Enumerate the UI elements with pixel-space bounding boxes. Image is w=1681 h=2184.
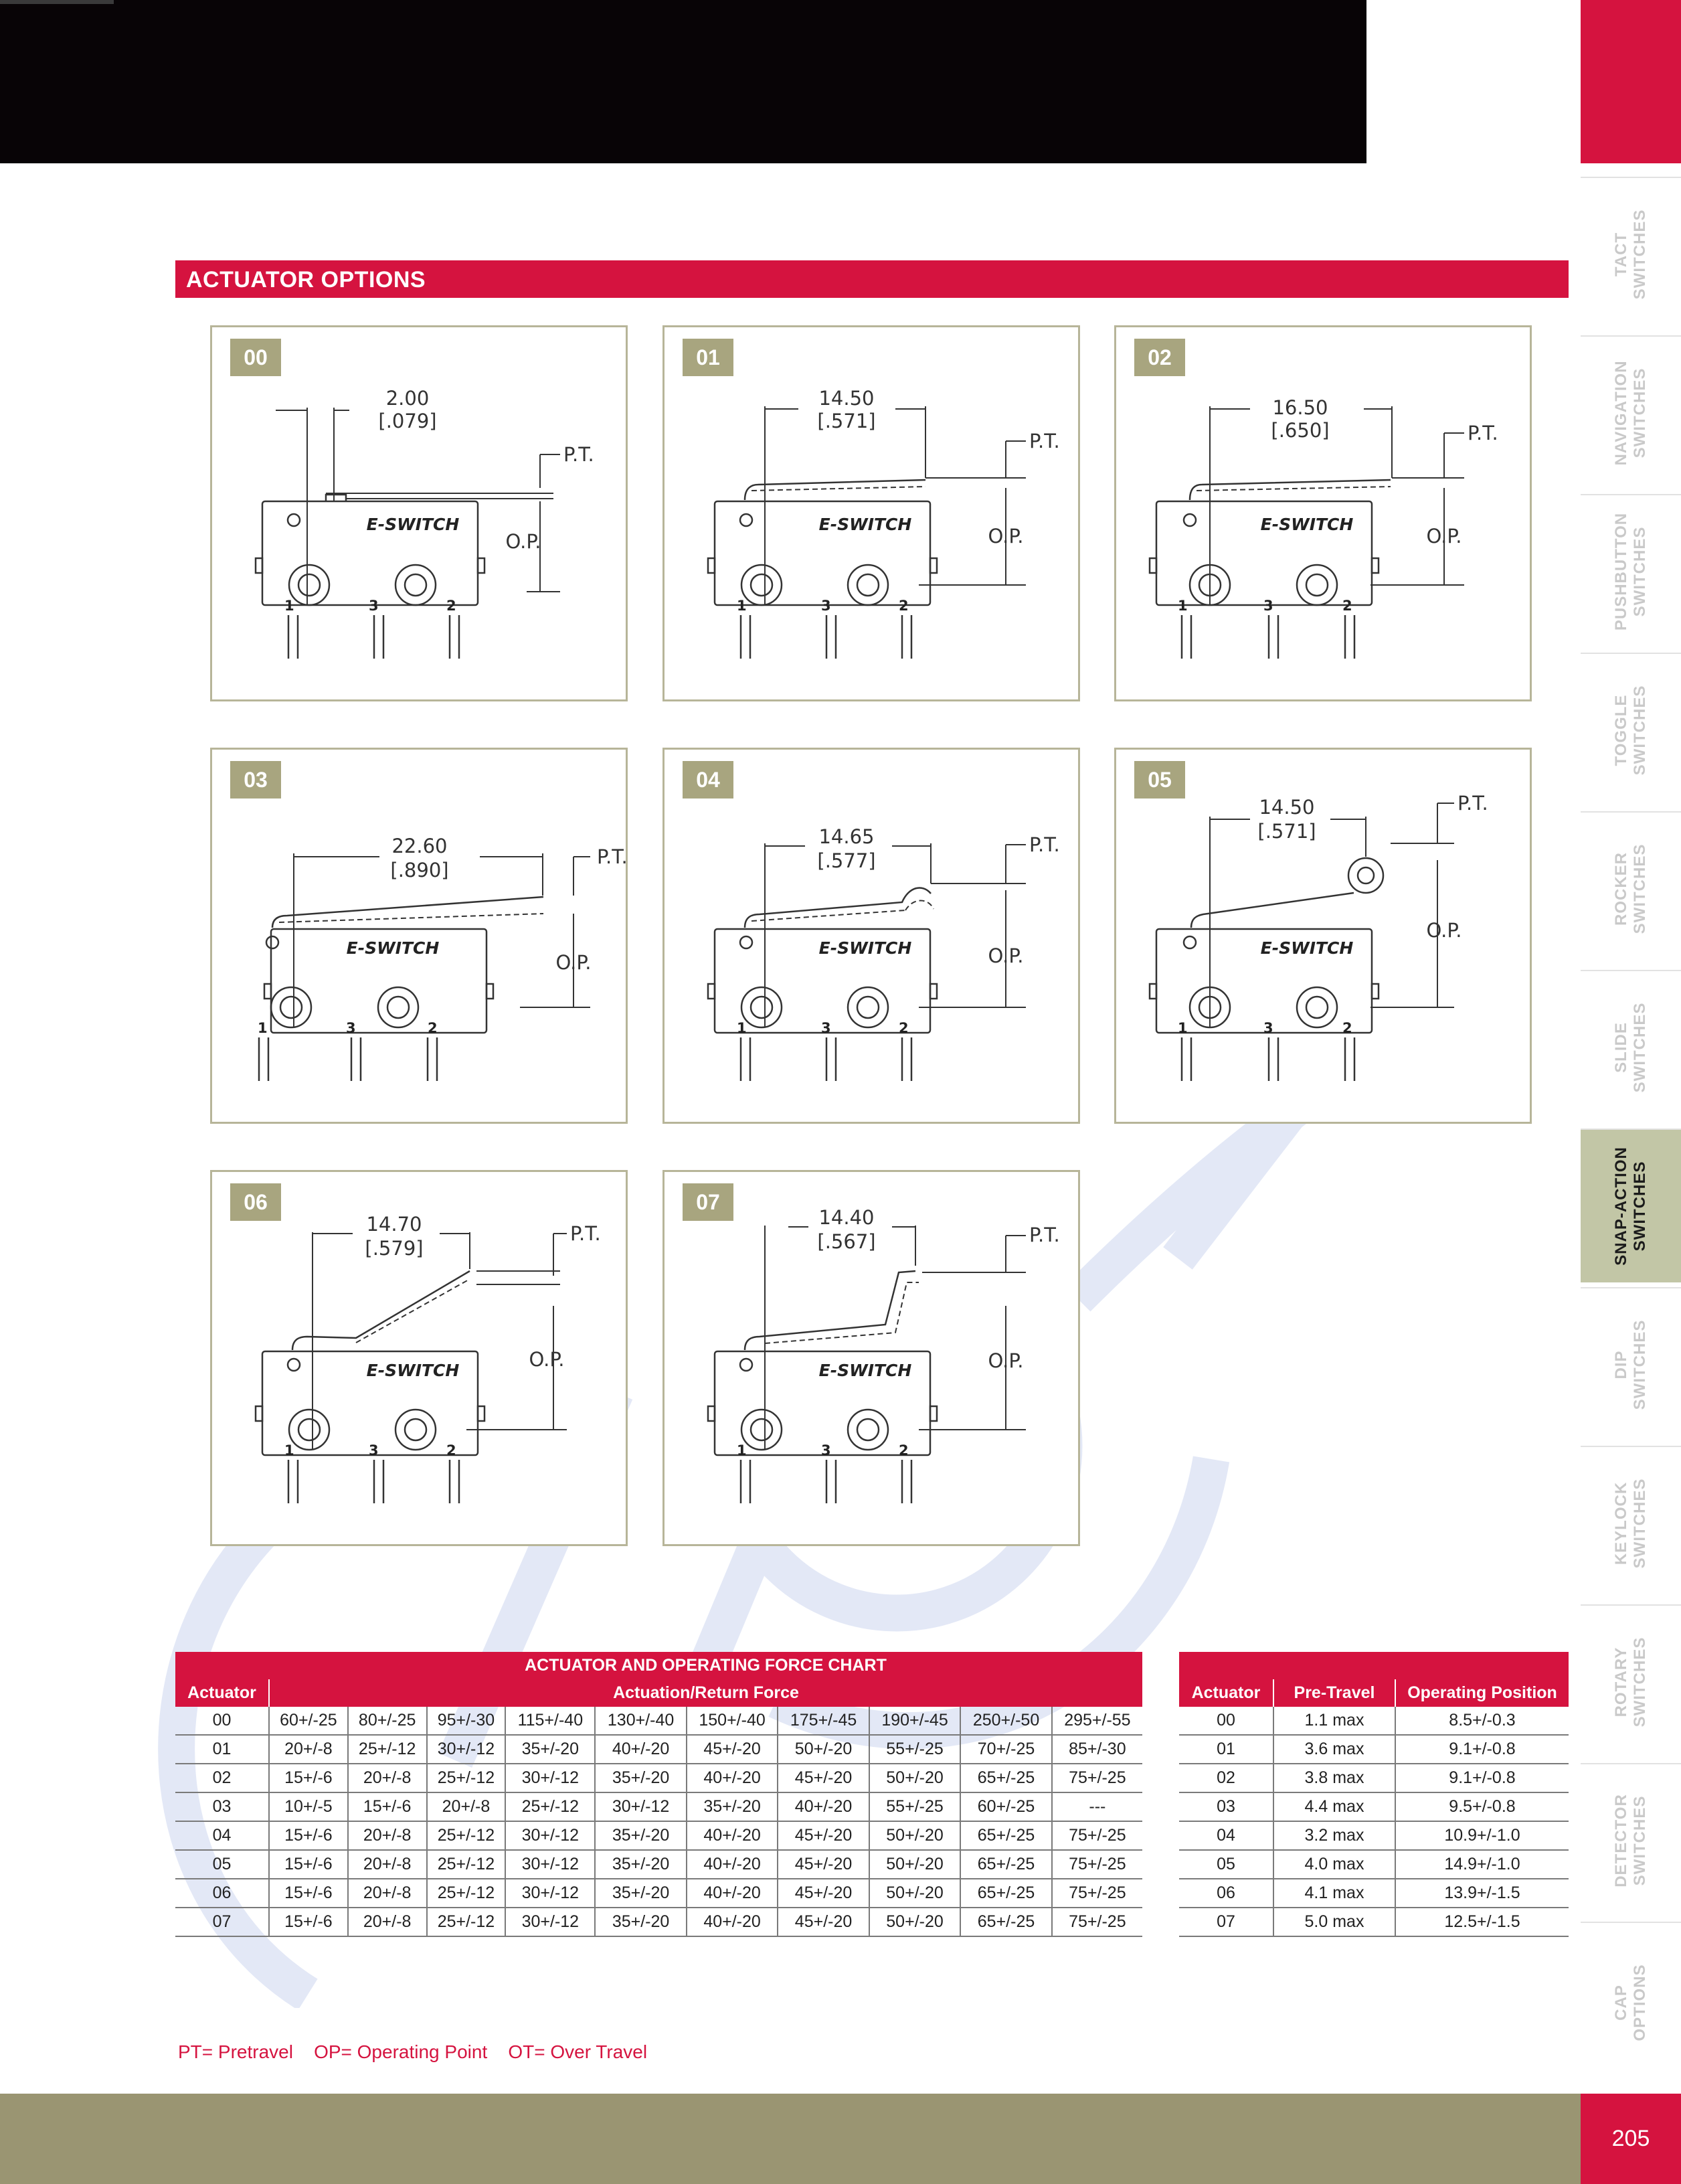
pin-label: 1: [1178, 1020, 1188, 1036]
pin-label: 1: [284, 598, 294, 614]
table-header-spacer: [1179, 1652, 1569, 1679]
table-cell: 07: [1179, 1908, 1273, 1936]
table-cell: 30+/-12: [595, 1792, 686, 1821]
table-cell: 85+/-30: [1052, 1735, 1142, 1764]
sidebar-item-pushbutton[interactable]: [1581, 494, 1681, 648]
table-row: [1179, 1764, 1569, 1792]
switch-drawing-03: [212, 750, 630, 1126]
table-cell: 25+/-12: [505, 1792, 595, 1821]
table-row: [175, 1792, 1142, 1821]
pin-label: 3: [369, 1442, 379, 1458]
table-cell: 03: [175, 1792, 269, 1821]
switch-drawing-06: [212, 1172, 630, 1548]
sidebar-item-label: SNAP-ACTION SWITCHES: [1612, 1147, 1649, 1266]
brand-label: E-SWITCH: [1260, 515, 1354, 534]
column-header-operating-position: Operating Position: [1395, 1679, 1569, 1707]
table-cell: ---: [1052, 1792, 1142, 1821]
table-cell: 01: [175, 1735, 269, 1764]
op-label: O.P.: [505, 530, 541, 553]
pin-label: 1: [737, 598, 747, 614]
force-chart-body: [175, 1707, 1142, 1936]
op-label: O.P.: [988, 1349, 1024, 1372]
brand-label: E-SWITCH: [346, 938, 440, 958]
table-cell: 12.5+/-1.5: [1395, 1908, 1569, 1936]
table-row: [175, 1707, 1142, 1735]
sidebar-item-label: DETECTOR SWITCHES: [1612, 1794, 1649, 1887]
section-title: ACTUATOR OPTIONS: [186, 267, 426, 292]
actuator-panel-03: [210, 748, 628, 1124]
table-cell: 35+/-20: [687, 1792, 778, 1821]
table-cell: 175+/-45: [778, 1707, 869, 1735]
pin-label: 2: [446, 598, 456, 614]
pin-label: 3: [1263, 598, 1273, 614]
table-row: [1179, 1821, 1569, 1850]
pt-label: P.T.: [597, 845, 628, 868]
sidebar-item-label: ROCKER SWITCHES: [1612, 843, 1649, 934]
table-cell: 25+/-12: [427, 1850, 506, 1879]
header-accent-stripe: [0, 0, 114, 4]
pin-label: 3: [346, 1020, 356, 1036]
actuator-code-badge: 00: [230, 339, 281, 376]
actuator-panel-00: [210, 325, 628, 701]
table-cell: 10+/-5: [269, 1792, 348, 1821]
table-cell: 3.8 max: [1273, 1764, 1395, 1792]
table-cell: 40+/-20: [687, 1908, 778, 1936]
dimension-mm: 22.60: [391, 835, 448, 857]
column-header-actuator: Actuator: [175, 1679, 269, 1707]
op-label: O.P.: [1426, 919, 1462, 942]
column-header-force: Actuation/Return Force: [269, 1679, 1142, 1707]
table-cell: 65+/-25: [960, 1879, 1051, 1908]
table-cell: 15+/-6: [269, 1879, 348, 1908]
table-cell: 295+/-55: [1052, 1707, 1142, 1735]
table-cell: 20+/-8: [348, 1850, 427, 1879]
pt-label: P.T.: [1029, 430, 1060, 452]
table-row: [175, 1764, 1142, 1792]
sidebar-item-toggle[interactable]: [1581, 653, 1681, 807]
table-cell: 15+/-6: [269, 1908, 348, 1936]
dimension-mm: 14.65: [818, 825, 875, 848]
page-number: 205: [1581, 2094, 1681, 2184]
table-row: [1179, 1879, 1569, 1908]
table-cell: 45+/-20: [778, 1908, 869, 1936]
actuator-panel-02: [1114, 325, 1532, 701]
table-cell: 40+/-20: [687, 1821, 778, 1850]
dimension-in: [.571]: [817, 410, 876, 432]
table-cell: 04: [1179, 1821, 1273, 1850]
table-cell: 150+/-40: [687, 1707, 778, 1735]
pin-label: 2: [446, 1442, 456, 1458]
pt-label: P.T.: [570, 1222, 601, 1245]
sidebar-item-label: DIP SWITCHES: [1612, 1319, 1649, 1410]
pin-label: 1: [737, 1020, 747, 1036]
actuator-code-badge: 03: [230, 761, 281, 799]
sidebar-item-label: TOGGLE SWITCHES: [1612, 685, 1649, 776]
brand-label: E-SWITCH: [366, 1361, 460, 1380]
table-cell: 14.9+/-1.0: [1395, 1850, 1569, 1879]
table-cell: 15+/-6: [269, 1821, 348, 1850]
table-cell: 8.5+/-0.3: [1395, 1707, 1569, 1735]
actuator-code-badge: 05: [1134, 761, 1185, 799]
abbreviation-legend: PT= Pretravel OP= Operating Point OT= Over Travel: [178, 2041, 648, 2062]
pt-label: P.T.: [1029, 833, 1060, 856]
pin-label: 3: [1263, 1020, 1273, 1036]
sidebar-item-label: PUSHBUTTON SWITCHES: [1612, 512, 1649, 631]
table-cell: 30+/-12: [505, 1850, 595, 1879]
dimension-mm: 14.50: [1259, 796, 1315, 819]
sidebar-item-keylock[interactable]: [1581, 1446, 1681, 1600]
table-cell: 250+/-50: [960, 1707, 1051, 1735]
table-cell: 50+/-20: [869, 1879, 960, 1908]
table-cell: 55+/-25: [869, 1792, 960, 1821]
table-cell: 45+/-20: [778, 1821, 869, 1850]
switch-drawing-04: [665, 750, 1082, 1126]
table-row: [1179, 1908, 1569, 1936]
pin-label: 1: [284, 1442, 294, 1458]
table-cell: 25+/-12: [427, 1908, 506, 1936]
table-cell: 02: [1179, 1764, 1273, 1792]
table-cell: 20+/-8: [427, 1792, 506, 1821]
table-row: [1179, 1850, 1569, 1879]
pin-label: 1: [258, 1020, 268, 1036]
table-cell: 25+/-12: [348, 1735, 427, 1764]
table-cell: 95+/-30: [427, 1707, 506, 1735]
sidebar-item-label: KEYLOCK SWITCHES: [1612, 1478, 1649, 1569]
table-cell: 35+/-20: [595, 1764, 686, 1792]
table-cell: 115+/-40: [505, 1707, 595, 1735]
table-cell: 60+/-25: [269, 1707, 348, 1735]
table-cell: 3.2 max: [1273, 1821, 1395, 1850]
pin-label: 2: [899, 1020, 909, 1036]
table-cell: 40+/-20: [595, 1735, 686, 1764]
table-cell: 45+/-20: [778, 1850, 869, 1879]
table-cell: 20+/-8: [269, 1735, 348, 1764]
dimension-mm: 2.00: [385, 387, 430, 410]
pt-label: P.T.: [1468, 422, 1498, 444]
op-label: O.P.: [988, 525, 1024, 548]
table-cell: 25+/-12: [427, 1764, 506, 1792]
table-cell: 02: [175, 1764, 269, 1792]
table-cell: 35+/-20: [595, 1850, 686, 1879]
table-cell: 9.1+/-0.8: [1395, 1764, 1569, 1792]
brand-label: E-SWITCH: [818, 1361, 912, 1380]
table-cell: 40+/-20: [687, 1764, 778, 1792]
table-cell: 60+/-25: [960, 1792, 1051, 1821]
table-cell: 30+/-12: [505, 1821, 595, 1850]
switch-drawing-01: [665, 327, 1082, 703]
sidebar-item-label: CAP OPTIONS: [1612, 1964, 1649, 2041]
section-title-bar: [175, 260, 1569, 298]
dimension-in: [.571]: [1257, 820, 1316, 843]
op-label: O.P.: [988, 944, 1024, 967]
table-cell: 20+/-8: [348, 1821, 427, 1850]
position-chart-table: [1179, 1652, 1569, 1937]
op-label: O.P.: [1426, 525, 1462, 548]
table-cell: 45+/-20: [778, 1764, 869, 1792]
dimension-in: [.567]: [817, 1230, 876, 1253]
table-cell: 03: [1179, 1792, 1273, 1821]
sidebar-item-slide[interactable]: [1581, 970, 1681, 1124]
sidebar-item-rocker[interactable]: [1581, 811, 1681, 965]
pt-label: P.T.: [1029, 1224, 1060, 1246]
table-cell: 30+/-12: [427, 1735, 506, 1764]
actuator-code-badge: 06: [230, 1183, 281, 1221]
actuator-panel-05: [1114, 748, 1532, 1124]
table-cell: 40+/-20: [778, 1792, 869, 1821]
sidebar-item-label: TACT SWITCHES: [1612, 209, 1649, 300]
pin-label: 2: [1342, 598, 1352, 614]
table-cell: 04: [175, 1821, 269, 1850]
table-cell: 05: [175, 1850, 269, 1879]
table-cell: 45+/-20: [687, 1735, 778, 1764]
dimension-in: [.577]: [817, 849, 876, 872]
table-row: [175, 1879, 1142, 1908]
dimension-mm: 14.40: [818, 1206, 875, 1229]
table-cell: 35+/-20: [505, 1735, 595, 1764]
table-cell: 75+/-25: [1052, 1850, 1142, 1879]
sidebar-item-dip[interactable]: [1581, 1287, 1681, 1441]
pin-label: 1: [1178, 598, 1188, 614]
table-cell: 06: [175, 1879, 269, 1908]
sidebar-item-cap-options[interactable]: [1581, 1922, 1681, 2082]
table-row: [175, 1908, 1142, 1936]
table-cell: 70+/-25: [960, 1735, 1051, 1764]
pin-label: 3: [821, 1442, 831, 1458]
actuator-panel-06: [210, 1170, 628, 1546]
table-cell: 50+/-20: [778, 1735, 869, 1764]
table-cell: 07: [175, 1908, 269, 1936]
table-cell: 4.0 max: [1273, 1850, 1395, 1879]
table-cell: 55+/-25: [869, 1735, 960, 1764]
dimension-in: [.890]: [390, 859, 449, 881]
sidebar-item-detector[interactable]: [1581, 1763, 1681, 1917]
table-cell: 190+/-45: [869, 1707, 960, 1735]
table-cell: 20+/-8: [348, 1764, 427, 1792]
table-cell: 00: [175, 1707, 269, 1735]
table-cell: 65+/-25: [960, 1764, 1051, 1792]
table-cell: 75+/-25: [1052, 1879, 1142, 1908]
pin-label: 3: [821, 1020, 831, 1036]
table-cell: 15+/-6: [269, 1850, 348, 1879]
actuator-panel-04: [662, 748, 1080, 1124]
table-cell: 10.9+/-1.0: [1395, 1821, 1569, 1850]
table-cell: 5.0 max: [1273, 1908, 1395, 1936]
actuator-code-badge: 02: [1134, 339, 1185, 376]
actuator-panel-01: [662, 325, 1080, 701]
table-cell: 3.6 max: [1273, 1735, 1395, 1764]
brand-label: E-SWITCH: [818, 515, 912, 534]
header-black-band: [0, 0, 1366, 163]
dimension-mm: 14.70: [366, 1213, 422, 1236]
table-cell: 4.4 max: [1273, 1792, 1395, 1821]
actuator-code-badge: 04: [683, 761, 733, 799]
dimension-in: [.079]: [378, 410, 437, 432]
table-cell: 01: [1179, 1735, 1273, 1764]
actuator-panel-07: [662, 1170, 1080, 1546]
brand-label: E-SWITCH: [366, 515, 460, 534]
sidebar-item-rotary[interactable]: [1581, 1604, 1681, 1758]
sidebar-item-tact[interactable]: [1581, 177, 1681, 331]
table-cell: 00: [1179, 1707, 1273, 1735]
table-cell: 50+/-20: [869, 1821, 960, 1850]
table-cell: 35+/-20: [595, 1821, 686, 1850]
table-cell: 80+/-25: [348, 1707, 427, 1735]
table-cell: 25+/-12: [427, 1879, 506, 1908]
sidebar-item-label: ROTARY SWITCHES: [1612, 1636, 1649, 1728]
sidebar-item-navigation[interactable]: [1581, 335, 1681, 489]
table-cell: 05: [1179, 1850, 1273, 1879]
sidebar-item-snap-action[interactable]: [1581, 1128, 1681, 1282]
column-header-actuator: Actuator: [1179, 1679, 1273, 1707]
dimension-mm: 14.50: [818, 387, 875, 410]
pin-label: 3: [821, 598, 831, 614]
table-row: [175, 1821, 1142, 1850]
table-cell: 9.1+/-0.8: [1395, 1735, 1569, 1764]
force-chart-table: [175, 1652, 1142, 1937]
table-cell: 20+/-8: [348, 1879, 427, 1908]
actuator-code-badge: 01: [683, 339, 733, 376]
pt-label: P.T.: [1457, 792, 1488, 815]
dimension-in: [.650]: [1271, 419, 1330, 442]
table-cell: 75+/-25: [1052, 1908, 1142, 1936]
position-chart-body: [1179, 1707, 1569, 1936]
brand-label: E-SWITCH: [818, 938, 912, 958]
pin-label: 1: [737, 1442, 747, 1458]
table-cell: 15+/-6: [269, 1764, 348, 1792]
pin-label: 2: [428, 1020, 438, 1036]
table-cell: 65+/-25: [960, 1821, 1051, 1850]
table-cell: 30+/-12: [505, 1764, 595, 1792]
op-label: O.P.: [529, 1348, 565, 1371]
sidebar-item-label: NAVIGATION SWITCHES: [1612, 360, 1649, 466]
op-label: O.P.: [555, 951, 592, 974]
table-cell: 65+/-25: [960, 1850, 1051, 1879]
table-cell: 35+/-20: [595, 1879, 686, 1908]
table-row: [175, 1850, 1142, 1879]
actuator-code-badge: 07: [683, 1183, 733, 1221]
table-cell: 40+/-20: [687, 1879, 778, 1908]
table-cell: 06: [1179, 1879, 1273, 1908]
dimension-mm: 16.50: [1272, 396, 1328, 419]
table-cell: 35+/-20: [595, 1908, 686, 1936]
table-cell: 75+/-25: [1052, 1764, 1142, 1792]
table-cell: 75+/-25: [1052, 1821, 1142, 1850]
table-cell: 50+/-20: [869, 1908, 960, 1936]
table-cell: 130+/-40: [595, 1707, 686, 1735]
dimension-in: [.579]: [365, 1237, 424, 1260]
table-cell: 9.5+/-0.8: [1395, 1792, 1569, 1821]
switch-drawing-00: [212, 327, 630, 703]
table-cell: 45+/-20: [778, 1879, 869, 1908]
sidebar-item-label: SLIDE SWITCHES: [1612, 1002, 1649, 1093]
table-cell: 1.1 max: [1273, 1707, 1395, 1735]
table-cell: 13.9+/-1.5: [1395, 1879, 1569, 1908]
table-cell: 25+/-12: [427, 1821, 506, 1850]
brand-label: E-SWITCH: [1260, 938, 1354, 958]
table-cell: 30+/-12: [505, 1908, 595, 1936]
pt-label: P.T.: [563, 443, 594, 466]
table-cell: 50+/-20: [869, 1764, 960, 1792]
table-row: [1179, 1707, 1569, 1735]
table-cell: 20+/-8: [348, 1908, 427, 1936]
table-cell: 50+/-20: [869, 1850, 960, 1879]
pin-label: 3: [369, 598, 379, 614]
table-cell: 30+/-12: [505, 1879, 595, 1908]
column-header-pretravel: Pre-Travel: [1273, 1679, 1395, 1707]
switch-drawing-02: [1116, 327, 1534, 703]
table-cell: 40+/-20: [687, 1850, 778, 1879]
pin-label: 2: [899, 598, 909, 614]
pin-label: 2: [1342, 1020, 1352, 1036]
table-cell: 15+/-6: [348, 1792, 427, 1821]
switch-drawing-07: [665, 1172, 1082, 1548]
table-header-spacer: [175, 1652, 269, 1679]
force-chart-title: ACTUATOR AND OPERATING FORCE CHART: [269, 1652, 1142, 1679]
pin-label: 2: [899, 1442, 909, 1458]
footer-band: [0, 2094, 1581, 2184]
table-row: [1179, 1735, 1569, 1764]
table-cell: 4.1 max: [1273, 1879, 1395, 1908]
switch-drawing-05: [1116, 750, 1534, 1126]
table-row: [175, 1735, 1142, 1764]
header-red-tab: [1581, 0, 1681, 163]
table-cell: 65+/-25: [960, 1908, 1051, 1936]
table-row: [1179, 1792, 1569, 1821]
